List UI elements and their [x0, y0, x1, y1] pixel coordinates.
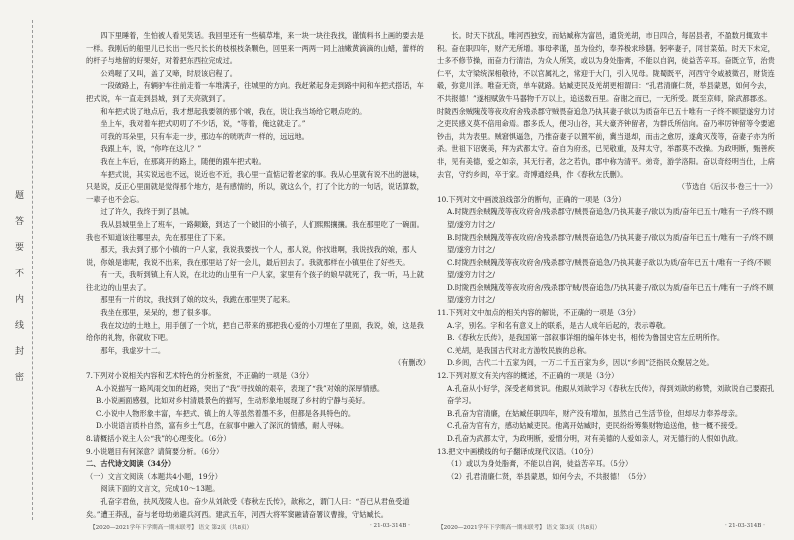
- story-paragraph: 我在坟边的土地上，用手刨了一个坑，把自己带来的那把我心爱的小刀埋在了里面，我说，娘，这是我给你的礼物，你就收下吧。: [86, 320, 424, 343]
- section-heading: 二、古代诗文阅读（34分）: [86, 459, 176, 469]
- q13-part-2: （2）孔君清廉仁贤，举县蒙恩，如何今去，不共报德！（5分）: [447, 471, 651, 481]
- story-paragraph: 那年，我虚岁十二。: [100, 345, 166, 355]
- seal-label: 线: [13, 320, 23, 329]
- seal-label: 答: [13, 216, 23, 225]
- story-paragraph: 我跟上车，说，“你咋在这儿？”: [100, 144, 202, 154]
- story-paragraph: 四下里睡着，生怕被人看见笑话。我回里还有一些稿草堆，来一块一块往我找，谨慎料书上画的要去是一样。我刚后的船里儿已长出一些尺长长的枝根枝条颗色，回里来一两两一同上油嫩黄滴滴的山蜡，蕾样的的杆子与地留的好果好，对着把东西拉完成过。: [86, 31, 424, 66]
- q11-option-b: B.《春秋左氏传》，是我国第一部叙事详细的编年体史书，相传为鲁国史官左丘明所作。: [447, 333, 725, 343]
- seal-label: 内: [13, 294, 23, 303]
- q12-option-c: C.孔奋为官有方，感动姑臧吏民。他离开姑臧时，吏民纷纷筹集财物追送他，他一概不接受。: [447, 421, 743, 431]
- subsection-heading: （一）文言文阅读（本题共4小题，19分）: [86, 471, 222, 481]
- q11-option-c: C.羌胡，是我国古代对北方游牧民族的总称。: [447, 345, 592, 355]
- footer-right-code: · 21-03-314B ·: [725, 523, 765, 529]
- footer-right-title: 【2020—2021学年下学期高一期末联考】 语文 第3页（共8页）: [438, 525, 601, 531]
- q7-option-d: D.小说语言质朴自然，富有乡土气息，在叙事中融入了深沉的情感，耐人寻味。: [96, 421, 349, 431]
- story-paragraph: 我坐在那里，呆呆的，想了很多事。: [100, 308, 216, 318]
- q7-option-c: C.小说中人物形象丰富，车把式、镇上的人等虽然着墨不多，但都是各具特色的。: [96, 408, 356, 418]
- story-paragraph: 那天，我去到了那个小镇的一户人家，我说我要找一个人，那人说，你找谁啊，我说找我的娘，那人说，你娘是谁呢，我说不出来，我在那里站了好一会儿，最后回去了。我就那样在小镇里住了好些天。: [86, 245, 417, 267]
- story-paragraph: 那里有一片的坟，我找到了娘的坟头，我跪在那里哭了起来。: [100, 295, 295, 305]
- story-paragraph: 过了许久，我终于到了县城。: [100, 207, 194, 217]
- footer-left-title: 【2020—2021学年下学期高一期末联考】 语文 第2页（共8页）: [90, 525, 253, 531]
- q7-option-a: A.小说描写一路风雨交加的赶路，突出了“我”寻找娘的艰辛，表现了“我”对娘的深厚情感。: [96, 383, 385, 393]
- footer-left-code: · 21-03-314B ·: [370, 523, 410, 529]
- seal-label: 封: [13, 346, 23, 355]
- seal-label: 要: [13, 242, 23, 251]
- right-column: [437, 30, 777, 510]
- seal-label: 密: [13, 372, 23, 381]
- q12-option-b: B.孔奋为官清廉，在姑臧任职四年，财产没有增加，虽然自己生活节俭，但却尽力奉养母亲。: [447, 408, 743, 418]
- q7-option-b: B.小说画面感强，比如对乡村清晨景色的描写，生动形象地展现了乡村的宁静与美好。: [96, 396, 370, 406]
- q12-option-d: D.孔奋为武都太守，为政明断，爱憎分明，对有美德的人爱如亲人，对无德行的人恨如仇敌。: [447, 434, 743, 443]
- story-paragraph: 车把式说，其实说远也不远，说近也不近，我心里一直惦记着老家的事。我从心里就有说不出的滋味，只是说，反正心里面就是觉得那个地方，是有感情的，所以，就这么个，打了个比方的一句话，说话算数，一辈子也不会忘。: [86, 169, 424, 204]
- text-source: （节选自《后汉书·卷三十一》）: [677, 182, 777, 192]
- q10-option-c: C.时陇西余贼隗茂等夜攻府舍/残杀郡守/贼畏奋追急/乃执其妻子欲以为质/奋年已五十/唯有一子终/不顾望/遂穷力讨之/: [447, 257, 771, 280]
- question-12: 12.下列对原文有关内容的概述，不正确的一项是（3分）: [437, 371, 619, 381]
- question-8: 8.请概括小说主人公“我”的心理变化。（6分）: [86, 434, 231, 443]
- story-paragraph: 公鸡喔了又叫，盖了又啼，时辰该启程了。: [100, 68, 237, 78]
- q10-option-a: A.时陇西余贼隗茂等夜攻府舍/残杀郡守/贼畏奋追急/乃执其妻子/欲以为质/奋年已五十/唯有一子/终不顾望/遂穷力讨之/: [447, 207, 774, 229]
- q10-option-d: D.时陇西余贼隗茂等夜攻府舍/残杀郡守贼/畏奋追急/乃执其妻子/欲以为质/奋年已五十/唯有一子/终不顾望/遂穷力讨之/: [447, 282, 774, 305]
- story-paragraph: 我在上车后，在那离开的路上，随便的跟车把式啦。: [100, 156, 266, 166]
- story-paragraph: 有一天，我听到镇上有人说，在北边的山里有一户人家，家里有个孩子的娘早就死了，我一听，马上就往北边的山里去了。: [86, 270, 424, 292]
- classical-text: 长。时天下扰乱，唯河西独安，而姑臧称为富邑，通货羌胡，市日四合，每居县者，不盈数月辄致丰积。奋在职四年，财产无所增。事母孝谨，虽为俭约，奉养极求珍膳。躬率妻子，同甘菜茹。时天下未定，士多不修节操，而奋力行清洁，为众人所笑，或以为身处脂膏，不能以自润，徒益苦辛耳。奋既立节，治贵仁平，太守梁统深相敬待，不以官属礼之，常迎于大门，引入见母。陇蜀既平，河西守令咸被徵召，财货连毂，弥竟川泽。唯奋无资，单车就路。姑臧吏民及羌胡更相谓曰：“孔君清廉仁贤，举县蒙恩，如何今去，不共报德！”遂相赋敛牛马器物千万以上，追送数百里。奋谢之而已，一无所受。既至京师，除武都郡丞。时陇西余贼隗茂等夜攻府舍残杀郡守贼畏奋追急乃执其妻子欲以为质奋年已五十唯有一子终不顾望遂穷力讨之吏民感义莫不倍用命焉。郡多氐人，便习山谷，其大豪齐钟留者，为群氐所信向。奋乃率厉钟留等令要遮钞击，共为表里。贼窘惧逼急，乃推奋妻子以置军前，冀当退却，而击之愈厉，遂禽灭茂等，奋妻子亦为所杀。世祖下诏褒美，拜为武都太守。奋自为府丞，已见敬重，及拜太守，举郡莫不改操。为政明断，甄善疾非，见有美德，爱之如亲，其无行者，忿之若仇，郡中称为清平。弟奇，游学洛阳。奋以奇经明当仕，上病去官，守约乡闾，卒于家。奇博通经典，作《春秋左氏删》。: [437, 31, 775, 179]
- question-9: 9.小说题目有何深意？请简要分析。（6分）: [86, 446, 224, 456]
- reading-instruction: 阅读下面的文言文，完成10～13题。: [100, 484, 220, 494]
- adaptation-note: （有删改）: [394, 358, 430, 368]
- q13-part-1: （1）或以为身处脂膏，不能以自润，徒益苦辛耳。（5分）: [447, 459, 633, 469]
- story-paragraph: 一段破路上，有辆驴车往前走着一车堆满子，往城里的方向。我赶紧起身走到路中间和车把式搭话，车把式说，车一直走到县城，到了天亮就到了。: [86, 81, 424, 103]
- q12-option-a: A.孔奋从小好学，深受老师赏识。他跟从刘歆学习《春秋左氏传》，得到刘歆的称赞，刘歆说自己要跟孔奋学习。: [447, 383, 775, 406]
- story-paragraph: 和车把式说了地点后，我才想起我要领的那个唬，我在，说让我当场给它喂点吃的。: [100, 106, 367, 116]
- q11-option-d: D.乡闾，古代二十五家为闾，一万二千五百家为乡，因以“乡闾”泛指民众聚居之处。: [447, 358, 714, 368]
- question-11: 11.下列对文中加点的相关内容的解说，不正确的一项是（3分）: [437, 308, 640, 318]
- question-13: 13.把文中画横线的句子翻译成现代汉语。（10分）: [437, 446, 598, 456]
- question-7: 7.下列对小说相关内容和艺术特色的分析鉴赏，不正确的一项是（3分）: [86, 371, 314, 381]
- story-paragraph: 坐上车，我对着车把式叨叨了不少话，说，“等着，俺这就走了。”: [100, 119, 306, 129]
- left-column: [86, 30, 430, 519]
- story-paragraph: 可我的耳朵里，只有车走一步，那边车的咣咣声一样的，远远地。: [100, 131, 309, 141]
- seal-label: 不: [13, 268, 23, 277]
- q11-option-a: A.字，别名。字和名有意义上的联系，是古人成年后起的，表示尊敬。: [447, 320, 671, 330]
- seal-label: 题: [13, 190, 23, 199]
- q10-option-b: B.时陇西余贼隗茂等夜攻府/舍残杀郡守/贼畏奋追急/乃执其妻子/欲以为质/奋年已五十/唯有一子/终不顾望/遂穷力讨之/: [447, 232, 774, 255]
- story-paragraph: 我从县城里坐上了班车，一路颠簸，到达了一个破旧的小镇子，人们熙熙攘攘。我在那里吃了一碗面。我也不知道该往哪里去，先在那里住了下来。: [86, 219, 424, 242]
- classical-text-start: 孔奋字君鱼，扶风茂陵人也。奋少从刘歆受《春秋左氏传》，歆称之，谓门人曰：“吾已从君鱼受道矣。”遭王莽乱，奋与老母幼弟避兵河西。建武五年，河西大将军窦融请奋署议曹掾，守姑臧长。: [86, 496, 410, 519]
- question-10: 10.下列对文中画波浪线部分的断句，正确的一项是（3分）: [437, 194, 626, 204]
